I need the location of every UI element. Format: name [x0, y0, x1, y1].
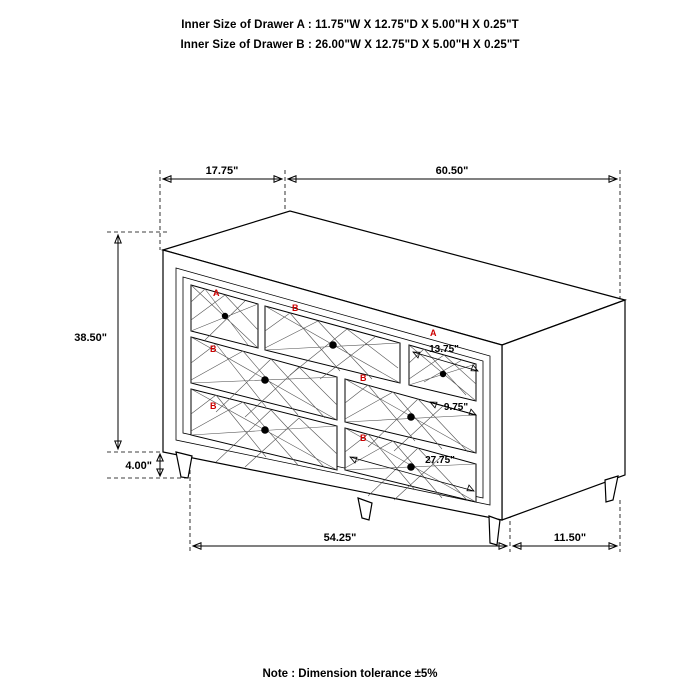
- top-dimension-line-17-75: [163, 165, 282, 182]
- drawer-label-b-right-mid: B: [360, 373, 367, 383]
- drawer-b-inner-size-text: Inner Size of Drawer B : 26.00"W X 12.75"D X 5.00"H X 0.25"T: [180, 39, 520, 51]
- drawer-label-b-left-bottom: B: [210, 401, 217, 411]
- left-dimension-4-00: [125, 454, 163, 476]
- drawer-label-b-left-mid: B: [210, 344, 217, 354]
- dim-total-height-text: 38.50": [74, 332, 107, 344]
- bottom-dimension-11-50: [513, 532, 617, 549]
- dim-drawer-b-width-text: 9.75": [443, 402, 469, 413]
- dim-drawer-a-width-text: 13.75": [429, 344, 459, 355]
- dim-top-right-text: 60.50": [435, 165, 469, 177]
- top-dimension-line-60-50: [288, 165, 617, 182]
- drawer-label-a2: A: [430, 328, 437, 338]
- leg-front-center: [358, 498, 372, 520]
- tolerance-note: Note : Dimension tolerance ±5%: [262, 668, 438, 680]
- drawer-a-inner-size-text: Inner Size of Drawer A : 11.75"W X 12.75"D X 5.00"H X 0.25"T: [181, 19, 519, 31]
- dim-bottom-main-text: 54.25": [323, 532, 357, 544]
- leg-back-right: [605, 476, 618, 502]
- dim-top-left-text: 17.75": [205, 165, 239, 177]
- leg-front-left: [176, 452, 192, 478]
- bottom-dimension-54-25: [193, 532, 507, 549]
- left-dimension-38-50: [74, 235, 121, 449]
- dresser-illustration: [163, 211, 625, 545]
- dim-bottom-right-text: 11.50": [553, 532, 587, 544]
- dim-leg-height-text: 4.00": [125, 460, 152, 472]
- leg-front-right: [489, 516, 500, 545]
- drawer-label-b-top: B: [292, 303, 299, 313]
- dim-drawer-wide-width-text: 27.75": [425, 455, 455, 466]
- drawer-label-b-right-bottom: B: [360, 433, 367, 443]
- drawer-label-a1: A: [213, 288, 220, 298]
